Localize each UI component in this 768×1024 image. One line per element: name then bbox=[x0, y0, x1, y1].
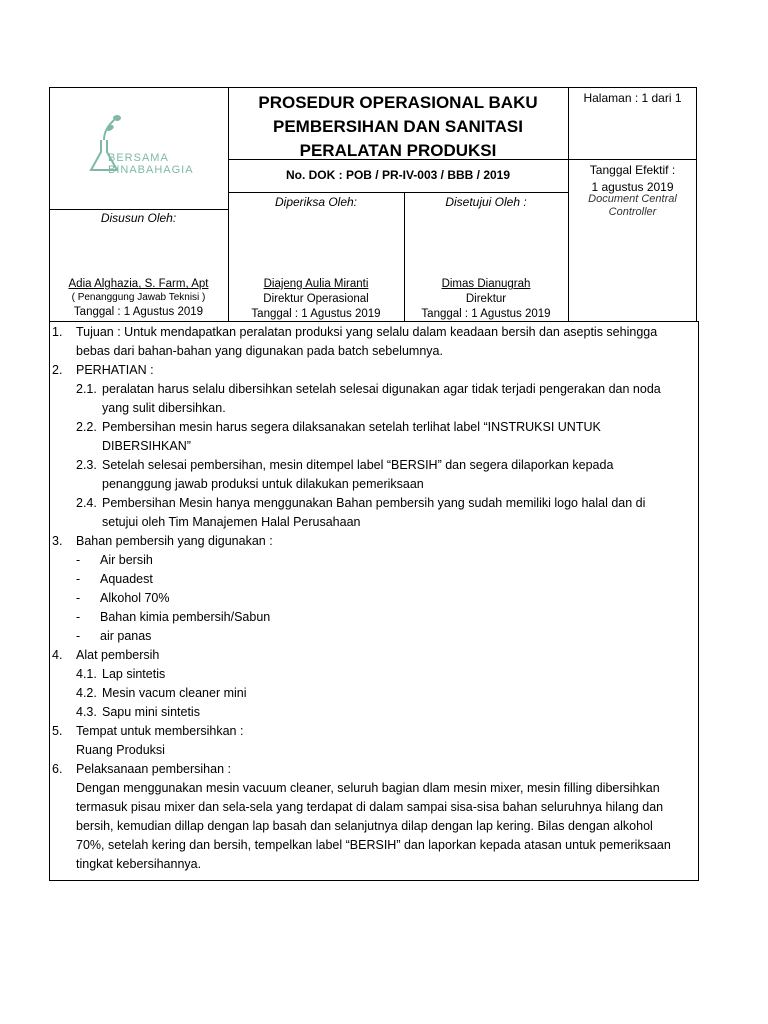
document-title bbox=[228, 91, 568, 163]
item-number: 4.3. bbox=[76, 705, 97, 719]
approved-by-date: Tanggal : 1 Agustus 2019 bbox=[421, 308, 551, 320]
title-line1: PROSEDUR OPERASIONAL BAKU bbox=[258, 93, 538, 112]
list-item bbox=[52, 627, 692, 646]
item-text: penanggung jawab produksi untuk dilakukan pemeriksaan bbox=[102, 477, 424, 491]
prepared-by-role: ( Penanggung Jawab Teknisi ) bbox=[71, 292, 206, 303]
approved-by-name: Dimas Dianugrah bbox=[441, 278, 531, 290]
bullet: - bbox=[76, 591, 81, 605]
paragraph-line bbox=[52, 855, 692, 874]
item-text: 70%, setelah kering dan bersih, tempelkan label “BERSIH” dan laporkan kepada atasan untuk pemeriksaan bbox=[76, 838, 671, 852]
approved-by-label: Disetujui Oleh : bbox=[445, 195, 527, 209]
list-item bbox=[52, 722, 692, 741]
page-number: Halaman : 1 dari 1 bbox=[583, 91, 682, 105]
item-text: Pelaksanaan pembersihan : bbox=[76, 762, 231, 776]
effective-date bbox=[568, 162, 697, 196]
item-text: Bahan pembersih yang digunakan : bbox=[76, 534, 273, 548]
item-text: Setelah selesai pembersihan, mesin ditempel label “BERSIH” dan segera dilaporkan kepada bbox=[102, 458, 614, 472]
item-text: setujui oleh Tim Manajemen Halal Perusahaan bbox=[102, 515, 361, 529]
checked-by-date: Tanggal : 1 Agustus 2019 bbox=[251, 308, 381, 320]
checked-by-label: Diperiksa Oleh: bbox=[274, 195, 358, 209]
divider bbox=[228, 192, 568, 193]
item-text: bersih, kemudian dillap dengan lap basah dan selanjutnya dilap dengan lap kering. Bilas dengan alkohol bbox=[76, 819, 653, 833]
prepared-by-date: Tanggal : 1 Agustus 2019 bbox=[73, 306, 204, 318]
list-item bbox=[52, 570, 692, 589]
item-text: Pembersihan Mesin hanya menggunakan Bahan pembersih yang sudah memiliki logo halal dan di bbox=[102, 496, 646, 510]
item-number: 2.1. bbox=[76, 382, 97, 396]
item-text: Sapu mini sintetis bbox=[102, 705, 200, 719]
list-item bbox=[52, 646, 692, 665]
item-text: Dengan menggunakan mesin vacuum cleaner, seluruh bagian dlam mesin mixer, mesin filling dibersihkan bbox=[76, 781, 660, 795]
item-number: 5. bbox=[52, 724, 63, 738]
procedure-body bbox=[52, 323, 692, 874]
item-text: bebas dari bahan-bahan yang digunakan pada batch sebelumnya. bbox=[76, 344, 443, 358]
divider bbox=[49, 209, 228, 210]
list-item bbox=[52, 741, 692, 760]
item-text: DIBERSIHKAN” bbox=[102, 439, 191, 453]
list-item bbox=[52, 532, 692, 551]
item-number: 2.3. bbox=[76, 458, 97, 472]
item-text: Aquadest bbox=[100, 572, 153, 586]
list-item bbox=[52, 323, 692, 342]
list-item bbox=[52, 608, 692, 627]
bullet: - bbox=[76, 610, 81, 624]
list-item bbox=[52, 551, 692, 570]
list-item bbox=[52, 684, 692, 703]
item-text: Alat pembersih bbox=[76, 648, 160, 662]
item-number: 4.2. bbox=[76, 686, 97, 700]
list-item bbox=[52, 513, 692, 532]
checked-by-role: Direktur Operasional bbox=[263, 293, 369, 305]
item-number: 2.4. bbox=[76, 496, 97, 510]
list-item bbox=[52, 437, 692, 456]
item-number: 3. bbox=[52, 534, 63, 548]
item-text: Lap sintetis bbox=[102, 667, 166, 681]
company-logo bbox=[80, 112, 210, 182]
paragraph-line bbox=[52, 817, 692, 836]
list-item bbox=[52, 494, 692, 513]
item-text: termasuk pisau mixer dan sela-sela yang terdapat di dalam sampai sisa-sisa bahan seluruhnya hilang dan bbox=[76, 800, 664, 814]
prepared-by-name: Adia Alghazia, S. Farm, Apt bbox=[68, 278, 209, 290]
approved-by-role: Direktur bbox=[465, 293, 507, 305]
item-text: Tujuan : Untuk mendapatkan peralatan produksi yang selalu dalam keadaan bersih dan aseptis sehingga bbox=[76, 325, 658, 339]
bullet: - bbox=[76, 629, 81, 643]
item-number: 2. bbox=[52, 363, 63, 377]
list-item bbox=[52, 665, 692, 684]
title-line3: PERALATAN PRODUKSI bbox=[299, 141, 497, 160]
effective-date-value: 1 agustus 2019 bbox=[591, 180, 674, 194]
item-number: 6. bbox=[52, 762, 63, 776]
item-text: peralatan harus selalu dibersihkan setelah selesai digunakan agar tidak terjadi pengerakan dan noda bbox=[102, 382, 661, 396]
list-item bbox=[52, 475, 692, 494]
item-number: 4.1. bbox=[76, 667, 97, 681]
item-text: Ruang Produksi bbox=[76, 743, 165, 757]
paragraph-line bbox=[52, 836, 692, 855]
item-number: 4. bbox=[52, 648, 63, 662]
title-line2: PEMBERSIHAN DAN SANITASI bbox=[273, 117, 523, 136]
item-text: Pembersihan mesin harus segera dilaksanakan setelah terlihat label “INSTRUKSI UNTUK bbox=[102, 420, 601, 434]
logo-text-line1: BERSAMA bbox=[108, 152, 169, 164]
document-number: No. DOK : POB / PR-IV-003 / BBB / 2019 bbox=[285, 168, 511, 182]
list-item bbox=[52, 418, 692, 437]
item-text: yang sulit dibersihkan. bbox=[102, 401, 226, 415]
item-text: PERHATIAN : bbox=[76, 363, 154, 377]
bullet: - bbox=[76, 553, 81, 567]
list-item bbox=[52, 342, 692, 361]
item-text: Tempat untuk membersihkan : bbox=[76, 724, 244, 738]
item-text: Air bersih bbox=[100, 553, 153, 567]
item-number: 2.2. bbox=[76, 420, 97, 434]
list-item bbox=[52, 380, 692, 399]
logo-text-line2: BINABAHAGIA bbox=[108, 164, 194, 176]
dcc-line1: Document Central bbox=[588, 193, 677, 205]
item-number: 1. bbox=[52, 325, 63, 339]
effective-date-label: Tanggal Efektif : bbox=[589, 163, 676, 177]
list-item bbox=[52, 456, 692, 475]
approved-by-block bbox=[404, 277, 568, 322]
checked-by-name: Diajeng Aulia Miranti bbox=[263, 278, 369, 290]
paragraph-line bbox=[52, 798, 692, 817]
item-text: tingkat kebersihannya. bbox=[76, 857, 202, 871]
prepared-by-label: Disusun Oleh: bbox=[100, 211, 177, 225]
list-item bbox=[52, 589, 692, 608]
list-item bbox=[52, 361, 692, 380]
prepared-by-block bbox=[49, 277, 228, 319]
bullet: - bbox=[76, 572, 81, 586]
item-text: Bahan kimia pembersih/Sabun bbox=[100, 610, 271, 624]
list-item bbox=[52, 399, 692, 418]
item-text: air panas bbox=[100, 629, 152, 643]
item-text: Mesin vacum cleaner mini bbox=[102, 686, 247, 700]
checked-by-block bbox=[228, 277, 404, 322]
paragraph-line bbox=[52, 779, 692, 798]
list-item bbox=[52, 703, 692, 722]
document-controller bbox=[568, 193, 697, 219]
dcc-line2: Controller bbox=[608, 206, 657, 218]
item-text: Alkohol 70% bbox=[100, 591, 170, 605]
list-item bbox=[52, 760, 692, 779]
